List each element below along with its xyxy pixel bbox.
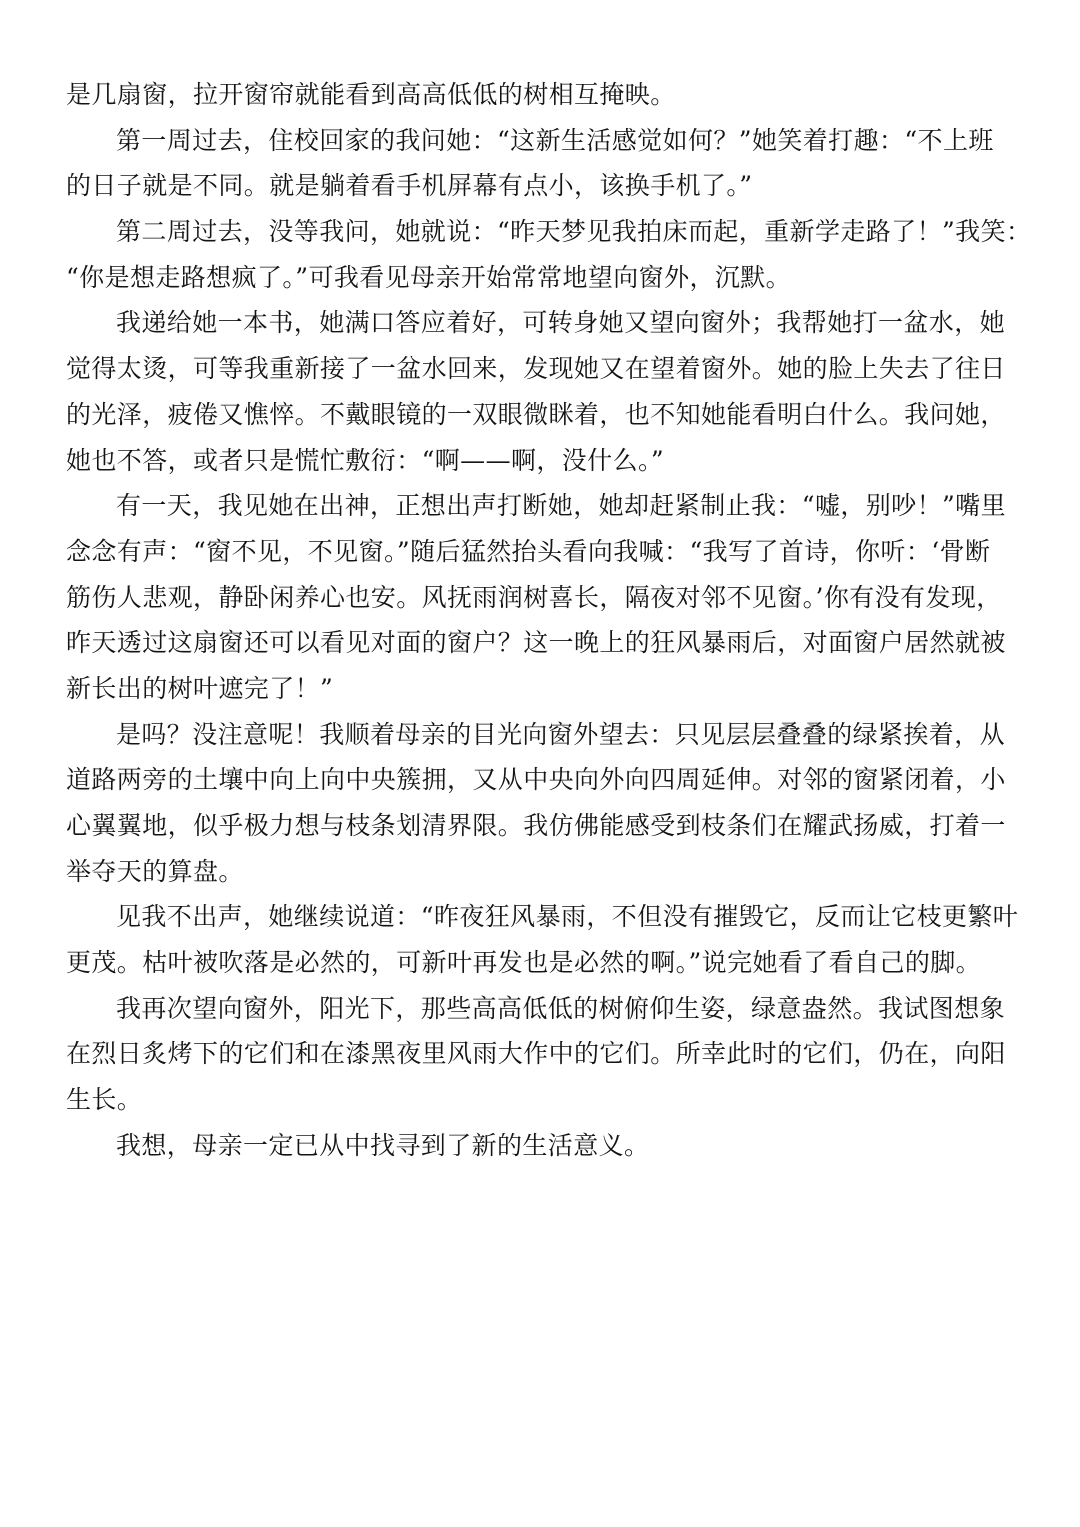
paragraph-p6 [66, 712, 1016, 895]
text-line: 昨天透过这扇窗还可以看见对面的窗户？这一晚上的狂风暴雨后，对面窗户居然就被 [66, 628, 1006, 658]
text-line: “你是想走路想疯了。”可我看见母亲开始常常地望向窗外，沉默。 [66, 262, 792, 292]
text-line: 有一天，我见她在出神，正想出声打断她，她却赶紧制止我：“嘘，别吵！”嘴里 [116, 491, 1006, 521]
text-line: 新长出的树叶遮完了！” [66, 673, 334, 703]
text-line: 生长。 [66, 1085, 143, 1115]
text-line: 第一周过去，住校回家的我问她：“这新生活感觉如何？”她笑着打趣：“不上班 [116, 125, 994, 155]
text-line: 筋伤人悲观，静卧闲养心也安。风抚雨润树喜长，隔夜对邻不见窗。’你有没有发现， [66, 582, 1002, 612]
paragraph-p3 [66, 209, 1032, 300]
text-line: 道路两旁的土壤中向上向中央簇拥，又从中央向外向四周延伸。对邻的窗紧闭着，小 [66, 765, 1006, 795]
text-line: 的日子就是不同。就是躺着看手机屏幕有点小，该换手机了。” [66, 171, 753, 201]
text-line: 心翼翼地，似乎极力想与枝条划清界限。我仿佛能感受到枝条们在耀武扬威，打着一 [66, 811, 1006, 840]
text-line: 更茂。枯叶被吹落是必然的，可新叶再发也是必然的啊。”说完她看了看自己的脚。 [66, 948, 982, 978]
text-line: 见我不出声，她继续说道：“昨夜狂风暴雨，不但没有摧毁它，反而让它枝更繁叶 [116, 902, 1019, 932]
text-line: 我想，母亲一定已从中找寻到了新的生活意义。 [116, 1130, 650, 1160]
paragraph-p5 [66, 483, 1016, 711]
paragraph-p1 [66, 72, 1016, 118]
article-body [66, 72, 1032, 1169]
text-line: 举夺天的算盘。 [66, 856, 244, 886]
text-line: 我再次望向窗外，阳光下，那些高高低低的树俯仰生姿，绿意盎然。我试图想象 [116, 993, 1006, 1023]
text-line: 她也不答，或者只是慌忙敷衍：“啊——啊，没什么。” [66, 445, 665, 475]
text-line: 我递给她一本书，她满口答应着好，可转身她又望向窗外；我帮她打一盆水，她 [116, 308, 1006, 338]
paragraph-p9 [66, 1123, 1016, 1169]
paragraph-p7 [66, 894, 1019, 985]
paragraph-p8 [66, 986, 1016, 1123]
text-line: 在烈日炙烤下的它们和在漆黑夜里风雨大作中的它们。所幸此时的它们，仍在，向阳 [66, 1039, 1006, 1069]
paragraph-p2 [66, 118, 1016, 209]
text-line: 是几扇窗，拉开窗帘就能看到高高低低的树相互掩映。 [66, 80, 676, 109]
text-line: 的光泽，疲倦又憔悴。不戴眼镜的一双眼微眯着，也不知她能看明白什么。我问她， [66, 399, 1006, 429]
paragraph-p4 [66, 300, 1016, 483]
text-line: 第二周过去，没等我问，她就说：“昨天梦见我拍床而起，重新学走路了！”我笑： [116, 217, 1032, 247]
text-line: 是吗？没注意呢！我顺着母亲的目光向窗外望去：只见层层叠叠的绿紧挨着，从 [116, 719, 1006, 749]
text-line: 念念有声：“窗不见，不见窗。”随后猛然抬头看向我喊：“我写了首诗，你听：‘骨断 [66, 536, 991, 566]
text-line: 觉得太烫，可等我重新接了一盆水回来，发现她又在望着窗外。她的脸上失去了往日 [66, 354, 1006, 384]
